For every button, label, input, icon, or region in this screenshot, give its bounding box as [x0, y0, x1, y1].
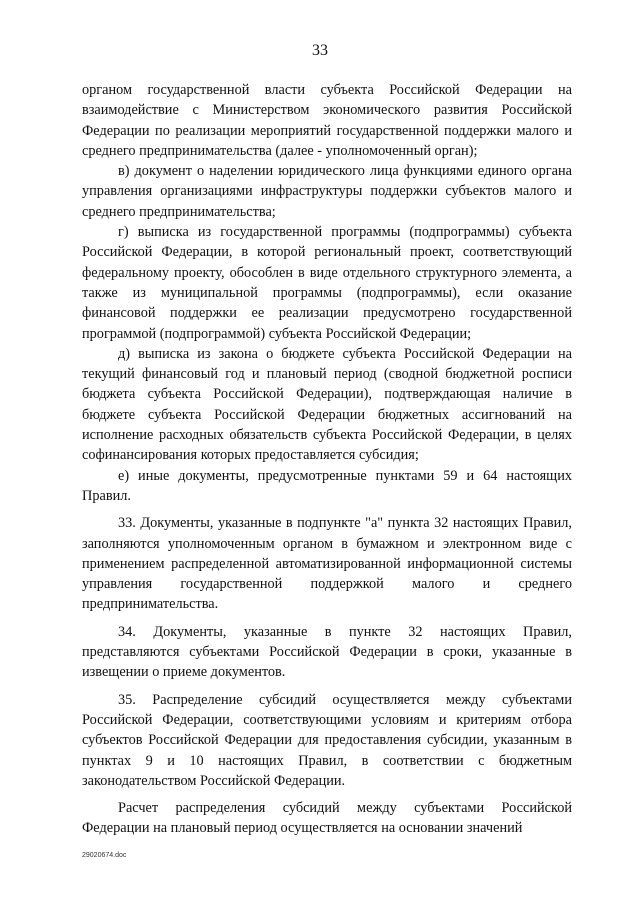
paragraph: д) выписка из закона о бюджете субъекта Российской Федерации на текущий финансовый год и плановый период (сводной бюджетной росписи бюджета субъекта Российской Федерации), подтверждающая наличие в бюджете субъекта Российской Федерации бюджетных ассигнований на исполнение расходных обязательств субъекта Российской Федерации, в целях софинансирования которых предоставляется субсидия;	[82, 345, 572, 464]
document-body	[82, 80, 572, 839]
paragraph: в) документ о наделении юридического лица функциями единого органа управления организациями инфраструктуры поддержки субъектов малого и среднего предпринимательства;	[82, 163, 572, 220]
paragraph: 35. Распределение субсидий осуществляется между субъектами Российской Федерации, соответствующими условиям и критериям отбора субъектов Российской Федерации для предоставления субсидии, указанным в пунктах 9 и 10 настоящих Правил, в соответствии с бюджетным законодательством Российской Федерации.	[82, 691, 572, 789]
paragraph: г) выписка из государственной программы (подпрограммы) субъекта Российской Федерации, в которой региональный проект, соответствующий федеральному проекту, обособлен в виде отдельного структурного элемента, а также из муниципальной программы (подпрограммы), если оказание финансовой поддержки ее реализации предусмотрено государственной программой (подпрограммой) субъекта Российской Федерации;	[82, 224, 572, 342]
paragraph: органом государственной власти субъекта Российской Федерации на взаимодействие с Министерством экономического развития Российской Федерации по реализации мероприятий государственной поддержки малого и среднего предпринимательства (далее - уполномоченный орган);	[82, 82, 572, 159]
paragraph: 33. Документы, указанные в подпункте "а" пункта 32 настоящих Правил, заполняются уполномоченным органом в бумажном и электронном виде с применением распределенной автоматизированной информационной системы управления государственной поддержкой малого и среднего предпринимательства.	[82, 515, 572, 613]
paragraph: 34. Документы, указанные в пункте 32 настоящих Правил, представляются субъектами Российской Федерации в сроки, указанные в извещении о приеме документов.	[82, 623, 572, 681]
paragraph: е) иные документы, предусмотренные пунктами 59 и 64 настоящих Правил.	[82, 467, 572, 504]
paragraph: Расчет распределения субсидий между субъектами Российской Федерации на плановый период осуществляется на основании значений	[82, 800, 572, 837]
page-number: 33	[312, 42, 328, 59]
footer-filename: 29020674.doc	[82, 852, 127, 859]
